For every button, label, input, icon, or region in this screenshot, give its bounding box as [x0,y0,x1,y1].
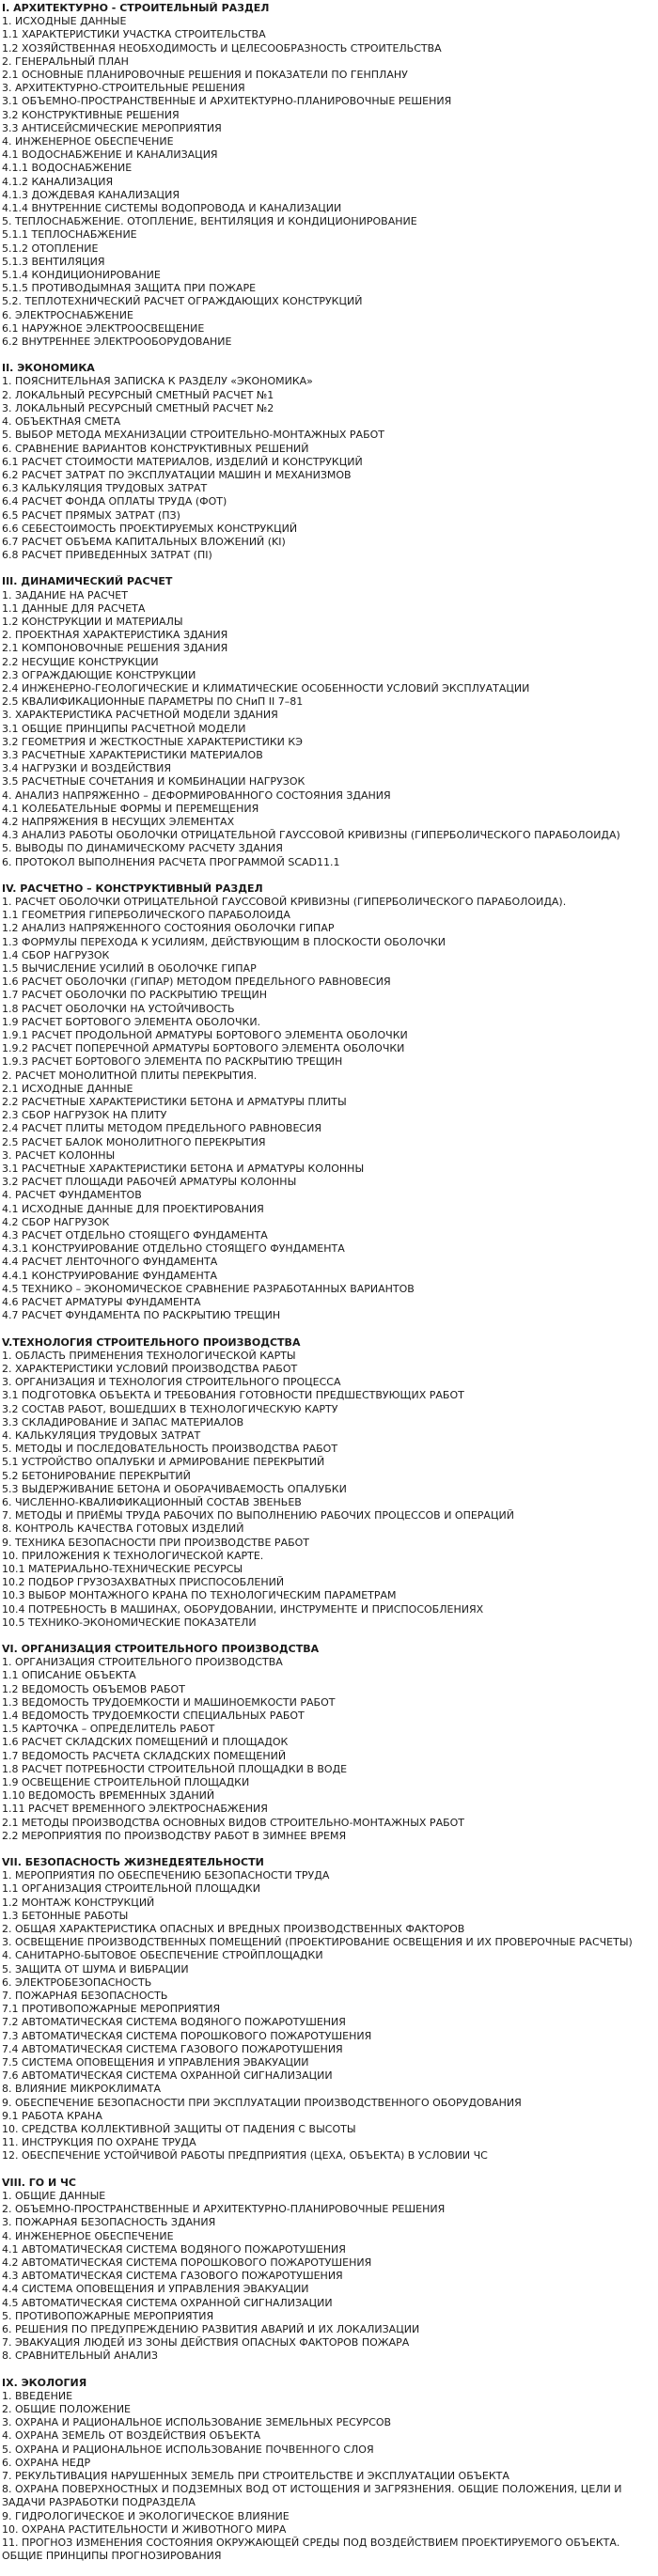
toc-section [2,362,654,562]
toc-item: 4. ОБЪЕКТНАЯ СМЕТА [2,415,121,429]
toc-item: 10.3 ВЫБОР МОНТАЖНОГО КРАНА ПО ТЕХНОЛОГИЧЕСКИМ ПАРАМЕТРАМ [2,1589,397,1602]
toc-item: 8. КОНТРОЛЬ КАЧЕСТВА ГОТОВЫХ ИЗДЕЛИЙ [2,1522,244,1536]
toc-item: 7.4 АВТОМАТИЧЕСКАЯ СИСТЕМА ГАЗОВОГО ПОЖАРОТУШЕНИЯ [2,2042,343,2055]
toc-item: 10. ОХРАНА РАСТИТЕЛЬНОСТИ И ЖИВОТНОГО МИРА [2,2522,287,2536]
toc-item: 5.1 УСТРОЙСТВО ОПАЛУБКИ И АРМИРОВАНИЕ ПЕРЕКРЫТИЙ [2,1456,325,1469]
toc-item: 1.1 ДАННЫЕ ДЛЯ РАСЧЕТА [2,601,146,615]
toc-item: 2.1 МЕТОДЫ ПРОИЗВОДСТВА ОСНОВНЫХ ВИДОВ СТРОИТЕЛЬНО-МОНТАЖНЫХ РАБОТ [2,1816,465,1829]
toc-item: 4.1.1 ВОДОСНАБЖЕНИЕ [2,162,133,175]
toc-item: 10.5 ТЕХНИКО-ЭКОНОМИЧЕСКИЕ ПОКАЗАТЕЛИ [2,1616,257,1629]
toc-item: 4.5 ТЕХНИКО – ЭКОНОМИЧЕСКОЕ СРАВНЕНИЕ РАЗРАБОТАННЫХ ВАРИАНТОВ [2,1282,415,1295]
toc-item: 6.1 РАСЧЕТ СТОИМОСТИ МАТЕРИАЛОВ, ИЗДЕЛИЙ И КОНСТРУКЦИЙ [2,455,363,468]
toc-item: 1.6 РАСЧЕТ СКЛАДСКИХ ПОМЕЩЕНИЙ И ПЛОЩАДОК [2,1736,289,1749]
toc-item: 5.1.3 ВЕНТИЛЯЦИЯ [2,255,105,268]
toc-item: 1.2 АНАЛИЗ НАПРЯЖЕННОГО СОСТОЯНИЯ ОБОЛОЧКИ ГИПАР [2,922,335,935]
toc-item: 1. ОРГАНИЗАЦИЯ СТРОИТЕЛЬНОГО ПРОИЗВОДСТВА [2,1656,283,1669]
toc-item: 6. СРАВНЕНИЕ ВАРИАНТОВ КОНСТРУКТИВНЫХ РЕШЕНИЙ [2,442,309,455]
toc-item: 5.1.1 ТЕПЛОСНАБЖЕНИЕ [2,228,137,242]
toc-item: 4.2 СБОР НАГРУЗОК [2,1215,110,1228]
toc-item: 7. МЕТОДЫ И ПРИЁМЫ ТРУДА РАБОЧИХ ПО ВЫПОЛНЕНИЮ РАБОЧИХ ПРОЦЕССОВ И ОПЕРАЦИЙ [2,1509,514,1522]
toc-item: 4.1.2 КАНАЛИЗАЦИЯ [2,175,114,188]
toc-item: 1. ПОЯСНИТЕЛЬНАЯ ЗАПИСКА К РАЗДЕЛУ «ЭКОНОМИКА» [2,375,313,388]
toc-item: 2.5 КВАЛИФИКАЦИОННЫЕ ПАРАМЕТРЫ ПО СНиП II 7–81 [2,695,304,709]
toc-item: 9.1 РАБОТА КРАНА [2,2109,102,2122]
toc-item: 3.2 КОНСТРУКТИВНЫЕ РЕШЕНИЯ [2,108,180,121]
toc-item: 6. ПРОТОКОЛ ВЫПОЛНЕНИЯ РАСЧЕТА ПРОГРАММОЙ SCAD11.1 [2,855,340,868]
toc-item: 6. ЧИСЛЕННО-КВАЛИФИКАЦИОННЫЙ СОСТАВ ЗВЕНЬЕВ [2,1495,302,1508]
toc-item: 9. ОБЕСПЕЧЕНИЕ БЕЗОПАСНОСТИ ПРИ ЭКСПЛУАТАЦИИ ПРОИЗВОДСТВЕННОГО ОБОРУДОВАНИЯ [2,2096,522,2109]
toc-item: 1.1 ХАРАКТЕРИСТИКИ УЧАСТКА СТРОИТЕЛЬСТВА [2,28,266,41]
toc-item: 7.1 ПРОТИВОПОЖАРНЫЕ МЕРОПРИЯТИЯ [2,2003,221,2016]
toc-item: 1.11 РАСЧЕТ ВРЕМЕННОГО ЭЛЕКТРОСНАБЖЕНИЯ [2,1803,268,1816]
toc-item: 2.2 МЕРОПРИЯТИЯ ПО ПРОИЗВОДСТВУ РАБОТ В ЗИМНЕЕ ВРЕМЯ [2,1829,347,1842]
toc-item: 5.1.2 ОТОПЛЕНИЕ [2,242,99,255]
toc-item: 3.1 ОБЪЕМНО-ПРОСТРАНСТВЕННЫЕ И АРХИТЕКТУРНО-ПЛАНИРОВОЧНЫЕ РЕШЕНИЯ [2,95,452,108]
toc-item: 8. ВЛИЯНИЕ МИКРОКЛИМАТА [2,2083,162,2096]
toc-item: 4. ИНЖЕНЕРНОЕ ОБЕСПЕЧЕНИЕ [2,135,174,148]
toc-item: 4.1 ВОДОСНАБЖЕНИЕ И КАНАЛИЗАЦИЯ [2,148,218,162]
toc-item: 3. ОРГАНИЗАЦИЯ И ТЕХНОЛОГИЯ СТРОИТЕЛЬНОГО ПРОЦЕССА [2,1376,341,1389]
toc-item: 10.1 МАТЕРИАЛЬНО-ТЕХНИЧЕСКИЕ РЕСУРСЫ [2,1562,243,1575]
toc-item: 6. ОХРАНА НЕДР [2,2456,91,2469]
toc-item: 6.2 ВНУТРЕННЕЕ ЭЛЕКТРООБОРУДОВАНИЕ [2,336,232,349]
toc-item: 4.5 АВТОМАТИЧЕСКАЯ СИСТЕМА ОХРАННОЙ СИГНАЛИЗАЦИИ [2,2296,333,2309]
section-title: I. АРХИТЕКТУРНО - СТРОИТЕЛЬНЫЙ РАЗДЕЛ [2,2,270,14]
toc-item: 10.4 ПОТРЕБНОСТЬ В МАШИНАХ, ОБОРУДОВАНИИ, ИНСТРУМЕНТЕ И ПРИСПОСОБЛЕНИЯХ [2,1602,484,1616]
toc-item: 4.2 НАПРЯЖЕНИЯ В НЕСУЩИХ ЭЛЕМЕНТАХ [2,815,235,828]
toc-item: 1. РАСЧЕТ ОБОЛОЧКИ ОТРИЦАТЕЛЬНОЙ ГАУССОВОЙ КРИВИЗНЫ (ГИПЕРБОЛИЧЕСКОГО ПАРАБОЛОИДА). [2,896,567,908]
toc-item: 2. ГЕНЕРАЛЬНЫЙ ПЛАН [2,55,129,68]
toc-item: 2. ЛОКАЛЬНЫЙ РЕСУРСНЫЙ СМЕТНЫЙ РАСЧЕТ №1 [2,388,274,401]
toc-item: 1. ОБЩИЕ ДАННЫЕ [2,2189,106,2202]
section-title: VI. ОРГАНИЗАЦИЯ СТРОИТЕЛЬНОГО ПРОИЗВОДСТВА [2,1642,320,1655]
toc-item: 1.1 ОПИСАНИЕ ОБЪЕКТА [2,1669,136,1682]
toc-item: 7.5 СИСТЕМА ОПОВЕЩЕНИЯ И УПРАВЛЕНИЯ ЭВАКУАЦИИ [2,2056,309,2069]
toc-item: 3.3 СКЛАДИРОВАНИЕ И ЗАПАС МАТЕРИАЛОВ [2,1415,244,1429]
section-title: III. ДИНАМИЧЕСКИЙ РАСЧЕТ [2,575,173,588]
toc-item: 2.3 СБОР НАГРУЗОК НА ПЛИТУ [2,1109,167,1122]
toc-item: 2. ХАРАКТЕРИСТИКИ УСЛОВИЙ ПРОИЗВОДСТВА РАБОТ [2,1362,298,1375]
toc-section [2,2377,654,2564]
toc-item: 4.7 РАСЧЕТ ФУНДАМЕНТА ПО РАСКРЫТИЮ ТРЕЩИН [2,1309,281,1322]
toc-item: 4. КАЛЬКУЛЯЦИЯ ТРУДОВЫХ ЗАТРАТ [2,1429,201,1442]
toc-item: 2.4 ИНЖЕНЕРНО-ГЕОЛОГИЧЕСКИЕ И КЛИМАТИЧЕСКИЕ ОСОБЕННОСТИ УСЛОВИЙ ЭКСПЛУАТАЦИИ [2,681,530,695]
toc-item: 6. ЭЛЕКТРОСНАБЖЕНИЕ [2,308,133,321]
toc-item: 1.8 РАСЧЕТ ПОТРЕБНОСТИ СТРОИТЕЛЬНОЙ ПЛОЩАДКИ В ВОДЕ [2,1762,348,1775]
toc-item: 4. ИНЖЕНЕРНОЕ ОБЕСПЕЧЕНИЕ [2,2229,174,2242]
toc-item: 11. ПРОГНОЗ ИЗМЕНЕНИЯ СОСТОЯНИЯ ОКРУЖАЮЩЕЙ СРЕДЫ ПОД ВОЗДЕЙСТВИЕМ ПРОЕКТИРУЕМОГО ОБЪЕКТА. ОБЩИЕ ПРИНЦИПЫ ПРОГНОЗИРОВАНИЯ [2,2536,620,2563]
toc-item: 1. ЗАДАНИЕ НА РАСЧЕТ [2,588,128,601]
section-title: II. ЭКОНОМИКА [2,362,95,375]
toc-item: 3. ПОЖАРНАЯ БЕЗОПАСНОСТЬ ЗДАНИЯ [2,2216,216,2229]
toc-item: 9. ГИДРОЛОГИЧЕСКОЕ И ЭКОЛОГИЧЕСКОЕ ВЛИЯНИЕ [2,2509,290,2522]
toc-item: 7.3 АВТОМАТИЧЕСКАЯ СИСТЕМА ПОРОШКОВОГО ПОЖАРОТУШЕНИЯ [2,2029,372,2042]
toc-item: 6.5 РАСЧЕТ ПРЯМЫХ ЗАТРАТ (ПЗ) [2,508,180,522]
toc-section [2,1336,654,1630]
toc-item: 2. ПРОЕКТНАЯ ХАРАКТЕРИСТИКА ЗДАНИЯ [2,629,228,642]
toc-item: 3.2 РАСЧЕТ ПЛОЩАДИ РАБОЧЕЙ АРМАТУРЫ КОЛОННЫ [2,1176,297,1189]
toc-item: 3.3 АНТИСЕЙСМИЧЕСКИЕ МЕРОПРИЯТИЯ [2,121,222,134]
toc-item: 3.1 ПОДГОТОВКА ОБЪЕКТА И ТРЕБОВАНИЯ ГОТОВНОСТИ ПРЕДШЕСТВУЮЩИХ РАБОТ [2,1389,464,1402]
toc-item: 1.3 ВЕДОМОСТЬ ТРУДОЕМКОСТИ И МАШИНОЕМКОСТИ РАБОТ [2,1695,336,1709]
toc-item: 1. ИСХОДНЫЕ ДАННЫЕ [2,15,127,28]
toc-item: 1.3 ФОРМУЛЫ ПЕРЕХОДА К УСИЛИЯМ, ДЕЙСТВУЮЩИМ В ПЛОСКОСТИ ОБОЛОЧКИ [2,935,446,948]
toc-item: 5. ВЫВОДЫ ПО ДИНАМИЧЕСКОМУ РАСЧЕТУ ЗДАНИЯ [2,842,283,855]
toc-section [2,882,654,1323]
toc-item: 5.2. ТЕПЛОТЕХНИЧЕСКИЙ РАСЧЕТ ОГРАЖДАЮЩИХ КОНСТРУКЦИЙ [2,295,363,308]
toc-item: 1.4 ВЕДОМОСТЬ ТРУДОЕМКОСТИ СПЕЦИАЛЬНЫХ РАБОТ [2,1709,305,1722]
toc-item: 7.6 АВТОМАТИЧЕСКАЯ СИСТЕМА ОХРАННОЙ СИГНАЛИЗАЦИИ [2,2069,333,2083]
toc-item: 1.5 КАРТОЧКА – ОПРЕДЕЛИТЕЛЬ РАБОТ [2,1723,215,1736]
toc-item: 2. ОБЩАЯ ХАРАКТЕРИСТИКА ОПАСНЫХ И ВРЕДНЫХ ПРОИЗВОДСТВЕННЫХ ФАКТОРОВ [2,1923,465,1936]
toc-item: 2. ОБЩИЕ ПОЛОЖЕНИЕ [2,2402,132,2415]
toc-item: 3. РАСЧЕТ КОЛОННЫ [2,1148,116,1162]
toc-item: 4.3 АВТОМАТИЧЕСКАЯ СИСТЕМА ГАЗОВОГО ПОЖАРОТУШЕНИЯ [2,2270,343,2283]
toc-item: 1.2 ВЕДОМОСТЬ ОБЪЕМОВ РАБОТ [2,1682,185,1695]
toc-item: 1.3 БЕТОННЫЕ РАБОТЫ [2,1909,129,1922]
toc-item: 5. МЕТОДЫ И ПОСЛЕДОВАТЕЛЬНОСТЬ ПРОИЗВОДСТВА РАБОТ [2,1443,338,1456]
toc-item: 1.9 ОСВЕЩЕНИЕ СТРОИТЕЛЬНОЙ ПЛОЩАДКИ [2,1776,250,1788]
toc-item: 1.8 РАСЧЕТ ОБОЛОЧКИ НА УСТОЙЧИВОСТЬ [2,1002,235,1015]
toc-item: 6.7 РАСЧЕТ ОБЪЕМА КАПИТАЛЬНЫХ ВЛОЖЕНИЙ (KI) [2,535,286,548]
toc-item: 2.1 КОМПОНОВОЧНЫЕ РЕШЕНИЯ ЗДАНИЯ [2,642,228,655]
toc-item: 2.1 ОСНОВНЫЕ ПЛАНИРОВОЧНЫЕ РЕШЕНИЯ И ПОКАЗАТЕЛИ ПО ГЕНПЛАНУ [2,69,408,82]
toc-item: 6. РЕШЕНИЯ ПО ПРЕДУПРЕЖДЕНИЮ РАЗВИТИЯ АВАРИЙ И ИХ ЛОКАЛИЗАЦИИ [2,2322,420,2335]
section-title: VII. БЕЗОПАСНОСТЬ ЖИЗНЕДЕЯТЕЛЬНОСТИ [2,1856,264,1869]
toc-item: 5.1.5 ПРОТИВОДЫМНАЯ ЗАЩИТА ПРИ ПОЖАРЕ [2,282,257,295]
toc-item: 3. ОСВЕЩЕНИЕ ПРОИЗВОДСТВЕННЫХ ПОМЕЩЕНИЙ (ПРОЕКТИРОВАНИЕ ОСВЕЩЕНИЯ И ИХ ПРОВЕРОЧНЫЕ РАСЧЕТЫ) [2,1936,633,1949]
toc-item: 1.4 СБОР НАГРУЗОК [2,948,110,961]
toc-item: 3.1 ОБЩИЕ ПРИНЦИПЫ РАСЧЕТНОЙ МОДЕЛИ [2,722,246,735]
toc-item: 5. ОХРАНА И РАЦИОНАЛЬНОЕ ИСПОЛЬЗОВАНИЕ ПОЧВЕННОГО СЛОЯ [2,2443,374,2456]
toc-item: 11. ИНСТРУКЦИЯ ПО ОХРАНЕ ТРУДА [2,2136,196,2149]
toc-item: 5.1.4 КОНДИЦИОНИРОВАНИЕ [2,269,161,282]
toc-item: 4. ОХРАНА ЗЕМЕЛЬ ОТ ВОЗДЕЙСТВИЯ ОБЪЕКТА [2,2429,260,2443]
toc-item: 2.2 НЕСУЩИЕ КОНСТРУКЦИИ [2,655,159,668]
toc-item: 10. ПРИЛОЖЕНИЯ К ТЕХНОЛОГИЧЕСКОЙ КАРТЕ. [2,1549,264,1562]
toc-section [2,2,654,349]
toc-item: 2.4 РАСЧЕТ ПЛИТЫ МЕТОДОМ ПРЕДЕЛЬНОГО РАВНОВЕСИЯ [2,1122,321,1135]
toc-item: 2.1 ИСХОДНЫЕ ДАННЫЕ [2,1082,133,1095]
toc-item: 3.1 РАСЧЕТНЫЕ ХАРАКТЕРИСТИКИ БЕТОНА И АРМАТУРЫ КОЛОННЫ [2,1163,365,1176]
toc-item: 4.2 АВТОМАТИЧЕСКАЯ СИСТЕМА ПОРОШКОВОГО ПОЖАРОТУШЕНИЯ [2,2256,372,2269]
toc-item: 1.7 РАСЧЕТ ОБОЛОЧКИ ПО РАСКРЫТИЮ ТРЕЩИН [2,989,267,1002]
toc-item: 1.9 РАСЧЕТ БОРТОВОГО ЭЛЕМЕНТА ОБОЛОЧКИ. [2,1015,261,1028]
toc-item: 4.1 АВТОМАТИЧЕСКАЯ СИСТЕМА ВОДЯНОГО ПОЖАРОТУШЕНИЯ [2,2242,346,2256]
toc-item: 5. ЗАЩИТА ОТ ШУМА И ВИБРАЦИИ [2,1962,189,1975]
toc-item: 5. ПРОТИВОПОЖАРНЫЕ МЕРОПРИЯТИЯ [2,2309,214,2322]
toc-item: 2.2 РАСЧЕТНЫЕ ХАРАКТЕРИСТИКИ БЕТОНА И АРМАТУРЫ ПЛИТЫ [2,1096,347,1109]
toc-item: 5.3 ВЫДЕРЖИВАНИЕ БЕТОНА И ОБОРАЧИВАЕМОСТЬ ОПАЛУБКИ [2,1482,347,1495]
toc-item: 3.5 РАСЧЕТНЫЕ СОЧЕТАНИЯ И КОМБИНАЦИИ НАГРУЗОК [2,775,306,788]
section-title: V.ТЕХНОЛОГИЯ СТРОИТЕЛЬНОГО ПРОИЗВОДСТВА [2,1335,301,1349]
toc-item: 4.3.1 КОНСТРУИРОВАНИЕ ОТДЕЛЬНО СТОЯЩЕГО ФУНДАМЕНТА [2,1242,345,1256]
toc-item: 1.7 ВЕДОМОСТЬ РАСЧЕТА СКЛАДСКИХ ПОМЕЩЕНИЙ [2,1749,287,1762]
toc-item: 1.9.1 РАСЧЕТ ПРОДОЛЬНОЙ АРМАТУРЫ БОРТОВОГО ЭЛЕМЕНТА ОБОЛОЧКИ [2,1029,408,1042]
toc-item: 4.3 АНАЛИЗ РАБОТЫ ОБОЛОЧКИ ОТРИЦАТЕЛЬНОЙ ГАУССОВОЙ КРИВИЗНЫ (ГИПЕРБОЛИЧЕСКОГО ПАРАБОЛОИДА) [2,829,620,842]
toc-item: 5. ВЫБОР МЕТОДА МЕХАНИЗАЦИИ СТРОИТЕЛЬНО-МОНТАЖНЫХ РАБОТ [2,429,384,442]
toc-item: 10. СРЕДСТВА КОЛЛЕКТИВНОЙ ЗАЩИТЫ ОТ ПАДЕНИЯ С ВЫСОТЫ [2,2123,356,2136]
toc-item: 3. ЛОКАЛЬНЫЙ РЕСУРСНЫЙ СМЕТНЫЙ РАСЧЕТ №2 [2,401,274,414]
toc-item: 5.2 БЕТОНИРОВАНИЕ ПЕРЕКРЫТИЙ [2,1469,191,1482]
toc-item: 1.9.2 РАСЧЕТ ПОПЕРЕЧНОЙ АРМАТУРЫ БОРТОВОГО ЭЛЕМЕНТА ОБОЛОЧКИ [2,1042,405,1055]
toc-item: 4. РАСЧЕТ ФУНДАМЕНТОВ [2,1189,142,1202]
toc-item: 1. МЕРОПРИЯТИЯ ПО ОБЕСПЕЧЕНИЮ БЕЗОПАСНОСТИ ТРУДА [2,1869,330,1882]
toc-item: 4.1 КОЛЕБАТЕЛЬНЫЕ ФОРМЫ И ПЕРЕМЕЩЕНИЯ [2,802,259,815]
toc-item: 3. ОХРАНА И РАЦИОНАЛЬНОЕ ИСПОЛЬЗОВАНИЕ ЗЕМЕЛЬНЫХ РЕСУРСОВ [2,2416,392,2429]
toc-item: 4.6 РАСЧЕТ АРМАТУРЫ ФУНДАМЕНТА [2,1296,201,1309]
toc-item: 7. ЭВАКУАЦИЯ ЛЮДЕЙ ИЗ ЗОНЫ ДЕЙСТВИЯ ОПАСНЫХ ФАКТОРОВ ПОЖАРА [2,2336,410,2350]
toc-item: 6.1 НАРУЖНОЕ ЭЛЕКТРООСВЕЩЕНИЕ [2,321,205,335]
toc-item: 2. РАСЧЕТ МОНОЛИТНОЙ ПЛИТЫ ПЕРЕКРЫТИЯ. [2,1069,258,1082]
toc-item: 1.2 ХОЗЯЙСТВЕННАЯ НЕОБХОДИМОСТЬ И ЦЕЛЕСООБРАЗНОСТЬ СТРОИТЕЛЬСТВА [2,41,442,55]
toc-item: 1.9.3 РАСЧЕТ БОРТОВОГО ЭЛЕМЕНТА ПО РАСКРЫТИЮ ТРЕЩИН [2,1055,343,1069]
toc-item: 3.4 НАГРУЗКИ И ВОЗДЕЙСТВИЯ [2,762,171,775]
toc-item: 9. ТЕХНИКА БЕЗОПАСНОСТИ ПРИ ПРОИЗВОДСТВЕ РАБОТ [2,1536,310,1549]
toc-item: 1.2 МОНТАЖ КОНСТРУКЦИЙ [2,1896,155,1909]
toc-item: 4.1.3 ДОЖДЕВАЯ КАНАЛИЗАЦИЯ [2,188,180,201]
toc-item: 1.5 ВЫЧИСЛЕНИЕ УСИЛИЙ В ОБОЛОЧКЕ ГИПАР [2,962,257,976]
toc-item: 4.4.1 КОНСТРУИРОВАНИЕ ФУНДАМЕНТА [2,1269,218,1282]
toc-item: 1.2 КОНСТРУКЦИИ И МАТЕРИАЛЫ [2,615,183,628]
toc-item: 10.2 ПОДБОР ГРУЗОЗАХВАТНЫХ ПРИСПОСОБЛЕНИЙ [2,1576,285,1589]
toc-item: 3.2 СОСТАВ РАБОТ, ВОШЕДШИХ В ТЕХНОЛОГИЧЕСКУЮ КАРТУ [2,1402,338,1415]
toc-item: 3. АРХИТЕКТУРНО-СТРОИТЕЛЬНЫЕ РЕШЕНИЯ [2,82,245,95]
toc-item: 6.8 РАСЧЕТ ПРИВЕДЕННЫХ ЗАТРАТ (ПI) [2,549,212,562]
toc-item: 1.10 ВЕДОМОСТЬ ВРЕМЕННЫХ ЗДАНИЙ [2,1789,215,1803]
toc-item: 5. ТЕПЛОСНАБЖЕНИЕ. ОТОПЛЕНИЕ, ВЕНТИЛЯЦИЯ И КОНДИЦИОНИРОВАНИЕ [2,215,417,228]
toc-item: 8. ОХРАНА ПОВЕРХНОСТНЫХ И ПОДЗЕМНЫХ ВОД ОТ ИСТОЩЕНИЯ И ЗАГРЯЗНЕНИЯ. ОБЩИЕ ПОЛОЖЕНИЯ, ЦЕЛИ И ЗАДАЧИ РАЗРАБОТКИ ПОДРАЗДЕЛА [2,2483,622,2509]
toc-item: 4. САНИТАРНО-БЫТОВОЕ ОБЕСПЕЧЕНИЕ СТРОЙПЛОЩАДКИ [2,1949,323,1962]
toc-item: 3. ХАРАКТЕРИСТИКА РАСЧЕТНОЙ МОДЕЛИ ЗДАНИЯ [2,709,278,722]
toc-item: 4.4 СИСТЕМА ОПОВЕЩЕНИЯ И УПРАВЛЕНИЯ ЭВАКУАЦИИ [2,2283,309,2296]
toc-item: 4. АНАЛИЗ НАПРЯЖЕННО – ДЕФОРМИРОВАННОГО СОСТОЯНИЯ ЗДАНИЯ [2,788,391,802]
toc-item: 1. ОБЛАСТЬ ПРИМЕНЕНИЯ ТЕХНОЛОГИЧЕСКОЙ КАРТЫ [2,1349,296,1362]
toc-item: 2.3 ОГРАЖДАЮЩИЕ КОНСТРУКЦИИ [2,668,196,681]
toc-item: 7. ПОЖАРНАЯ БЕЗОПАСНОСТЬ [2,1990,168,2003]
toc-section [2,1643,654,1843]
toc-item: 4.4 РАСЧЕТ ЛЕНТОЧНОГО ФУНДАМЕНТА [2,1256,218,1269]
toc-section [2,1856,654,2163]
toc-item: 6.6 СЕБЕСТОИМОСТЬ ПРОЕКТИРУЕМЫХ КОНСТРУКЦИЙ [2,522,298,535]
toc-item: 6.2 РАСЧЕТ ЗАТРАТ ПО ЭКСПЛУАТАЦИИ МАШИН И МЕХАНИЗМОВ [2,468,352,481]
toc-item: 7.2 АВТОМАТИЧЕСКАЯ СИСТЕМА ВОДЯНОГО ПОЖАРОТУШЕНИЯ [2,2016,346,2029]
section-title: VIII. ГО И ЧС [2,2176,76,2189]
toc-item: 6. ЭЛЕКТРОБЕЗОПАСНОСТЬ [2,1975,152,1989]
toc-item: 2. ОБЪЕМНО-ПРОСТРАНСТВЕННЫЕ И АРХИТЕКТУРНО-ПЛАНИРОВОЧНЫЕ РЕШЕНИЯ [2,2203,446,2216]
toc-item: 2.5 РАСЧЕТ БАЛОК МОНОЛИТНОГО ПЕРЕКРЫТИЯ [2,1135,266,1148]
toc-item: 1. ВВЕДЕНИЕ [2,2389,73,2402]
toc-item: 4.3 РАСЧЕТ ОТДЕЛЬНО СТОЯЩЕГО ФУНДАМЕНТА [2,1229,268,1242]
toc-item: 12. ОБЕСПЕЧЕНИЕ УСТОЙЧИВОЙ РАБОТЫ ПРЕДПРИЯТИЯ (ЦЕХА, ОБЪЕКТА) В УСЛОВИИ ЧС [2,2149,488,2162]
toc-section [2,2177,654,2364]
toc-item: 4.1.4 ВНУТРЕННИЕ СИСТЕМЫ ВОДОПРОВОДА И КАНАЛИЗАЦИИ [2,202,342,215]
toc-item: 1.1 ОРГАНИЗАЦИЯ СТРОИТЕЛЬНОЙ ПЛОЩАДКИ [2,1882,260,1896]
toc-item: 1.6 РАСЧЕТ ОБОЛОЧКИ (ГИПАР) МЕТОДОМ ПРЕДЕЛЬНОГО РАВНОВЕСИЯ [2,976,391,989]
toc-item: 7. РЕКУЛЬТИВАЦИЯ НАРУШЕННЫХ ЗЕМЕЛЬ ПРИ СТРОИТЕЛЬСТВЕ И ЭКСПЛУАТАЦИИ ОБЪЕКТА [2,2469,509,2482]
toc-item: 6.4 РАСЧЕТ ФОНДА ОПЛАТЫ ТРУДА (ФОТ) [2,495,227,508]
toc-item: 6.3 КАЛЬКУЛЯЦИЯ ТРУДОВЫХ ЗАТРАТ [2,482,208,495]
section-title: IX. ЭКОЛОГИЯ [2,2376,87,2389]
toc-item: 8. СРАВНИТЕЛЬНЫЙ АНАЛИЗ [2,2350,158,2363]
toc-item: 1.1 ГЕОМЕТРИЯ ГИПЕРБОЛИЧЕСКОГО ПАРАБОЛОИДА [2,909,290,922]
toc-item: 3.3 РАСЧЕТНЫЕ ХАРАКТЕРИСТИКИ МАТЕРИАЛОВ [2,748,263,761]
toc-section [2,575,654,868]
toc-item: 4.1 ИСХОДНЫЕ ДАННЫЕ ДЛЯ ПРОЕКТИРОВАНИЯ [2,1202,264,1215]
toc-item: 3.2 ГЕОМЕТРИЯ И ЖЕСТКОСТНЫЕ ХАРАКТЕРИСТИКИ КЭ [2,735,303,748]
section-title: IV. РАСЧЕТНО – КОНСТРУКТИВНЫЙ РАЗДЕЛ [2,882,263,895]
